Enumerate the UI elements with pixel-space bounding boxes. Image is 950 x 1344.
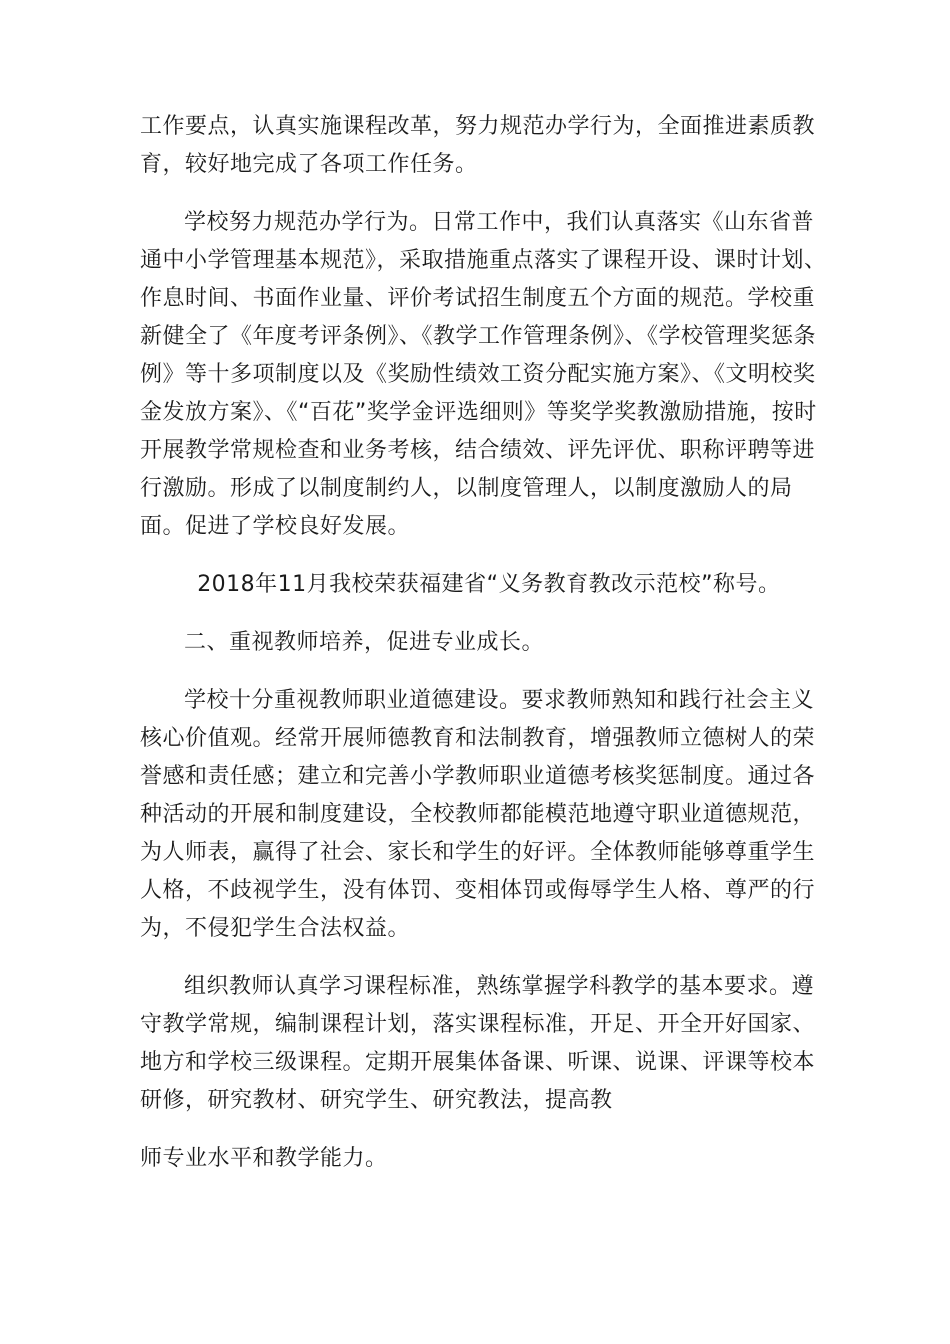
document-page — [140, 108, 830, 1198]
paragraph-ethics: 学校十分重视教师职业道德建设。要求教师熟知和践行社会主义核心价值观。经常开展师德教育和法制教育，增强教师立德树人的荣誉感和责任感；建立和完善小学教师职业道德考核奖惩制度。通过各种活动的开展和制度建设，全校教师都能模范地遵守职业道德规范，为人师表，赢得了社会、家长和学生的好评。全体教师能够尊重学生人格，不歧视学生，没有体罚、变相体罚或侮辱学生人格、尊严的行为，不侵犯学生合法权益。 — [140, 688, 816, 941]
paragraph-curriculum: 组织教师认真学习课程标准，熟练掌握学科教学的基本要求。遵守教学常规，编制课程计划，落实课程标准，开足、开全开好国家、地方和学校三级课程。定期开展集体备课、听课、说课、评课等校本研修，研究教材、研究学生、研究教法，提高教 — [140, 974, 816, 1113]
paragraph-regulation: 学校努力规范办学行为。日常工作中，我们认真落实《山东省普通中小学管理基本规范》，采取措施重点落实了课程开设、课时计划、作息时间、书面作业量、评价考试招生制度五个方面的规范。学校重新健全了《年度考评条例》、《教学工作管理条例》、《学校管理奖惩条例》等十多项制度以及《奖励性绩效工资分配实施方案》、《文明校奖金发放方案》、《“百花”奖学金评选细则》等奖学奖教激励措施，按时开展教学常规检查和业务考核，结合绩效、评先评优、职称评聘等进行激励。形成了以制度制约人，以制度管理人，以制度激励人的局面。促进了学校良好发展。 — [140, 210, 827, 539]
paragraph-continuation: 工作要点，认真实施课程改革，努力规范办学行为，全面推进素质教育，较好地完成了各项工作任务。 — [140, 114, 816, 177]
section-heading: 二、重视教师培养，促进专业成长。 — [184, 630, 545, 655]
paragraph-tail: 师专业水平和教学能力。 — [140, 1146, 388, 1171]
paragraph-award: 2018年11月我校荣获福建省“义务教育教改示范校”称号。 — [197, 572, 781, 597]
